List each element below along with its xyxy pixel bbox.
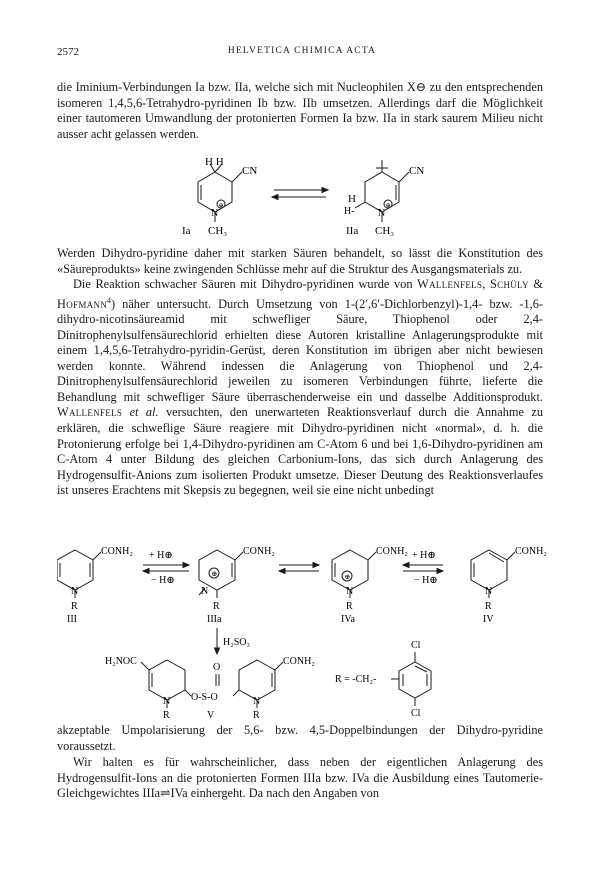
label-iv: IV [483,614,494,625]
ia-plus-label: ⊕ [218,203,224,209]
et-al: et al. [129,405,159,420]
author-hofmann: Hofmann [57,296,108,311]
v-o-top: O [213,662,221,673]
author-wallenfels-2: Wallenfels [57,405,123,420]
iia-label: IIa [346,225,359,237]
page-header [57,46,547,62]
arrow-4-minus-h: − H⊕ [414,575,438,586]
p3-text-2: , [482,277,491,291]
v-n-left: N [163,696,171,707]
cl-top: Cl [411,640,421,651]
iii-r: R [71,601,78,612]
p3-text-3: & [528,277,544,291]
iiia-plus: ⊕ [211,570,218,578]
cl-bottom: Cl [411,708,421,719]
label-iiia: IIIa [207,614,222,625]
iiia-r: R [213,601,220,612]
scheme-sulfite-addition [57,540,547,720]
paragraph-2-text: Werden Dihydro-pyridine daher mit starken Säuren behandelt, so lässt die Konstitution des «Säureprodukts» keine zwingenden Schlüsse mehr auf die Struktur des Ausgangsmaterials zu. [57,246,543,276]
iva-r: R [346,601,353,612]
equilibrium-arrows-1 [272,188,328,200]
paragraph-1 [57,80,543,142]
iii-conh2: CONH₂ [101,546,133,557]
v-n-right: N [253,696,261,707]
scheme-tautomer-ia-iia [170,150,440,242]
ia-n-label: N [211,208,219,219]
paragraph-4-text: akzeptable Umpolarisierung der 5,6- bzw. 4,5-Doppelbindungen der Dihydro-pyridine voraussetzt. [57,723,543,753]
equilibrium-arrows-3 [279,563,319,574]
iva-plus: ⊕ [344,573,351,581]
arrow-4-plus-h: + H⊕ [412,550,436,561]
v-r-right: R [253,710,260,720]
iia-h-minus-label: H- [344,206,355,217]
iva-conh2: CONH₂ [376,546,408,557]
equilibrium-arrows-4 [403,563,443,574]
iia-n-label: N [378,208,386,219]
structure-ia [198,164,242,222]
structure-iv [471,550,515,598]
iia-h-label: H [348,193,356,205]
journal-title: HELVETICA CHIMICA ACTA [227,46,377,56]
reagent-h2so3: H₂SO₃ [223,637,250,648]
iiia-conh2: CONH₂ [243,546,275,557]
iv-conh2: CONH₂ [515,546,547,557]
ia-label: Ia [182,225,191,237]
arrow-1-minus-h: − H⊕ [151,575,175,586]
iva-n: N [346,586,354,597]
reference-4: 4 [107,295,112,305]
paragraph-3 [57,277,543,499]
paragraph-5 [57,755,543,802]
iii-n: N [71,586,79,597]
v-conh2: CONH₂ [283,656,315,667]
iia-plus-label: ⊕ [385,203,391,209]
ia-ch3-label: CH₃ [208,225,228,237]
ia-cn-label: CN [242,165,258,177]
v-o-s-o: O-S-O [191,692,218,703]
iiia-n: N [201,586,209,597]
paragraph-2 [57,246,543,277]
equilibrium-arrows-2 [143,563,189,574]
p3-text-4: ) näher untersucht. Durch Umsetzung von 1-(2′,6′-Dichlorbenzyl)-1,4- bzw. -1,6-dihydro-nicotinsäureamid mit schwefliger Säure, Thiophenol oder 2,4-Dinitrophenylsulfensäurechlorid erhielten diese Autoren kristalline Anlagerungsprodukte mit einem 1,4,5,6-Tetrahydro-pyridin-Gerüst, deren Konstitution im übrigen aber nicht bewiesen werden konnte. Während indessen die Anlagerung von Thiophenol und 2,4-Dinitrophenylsulfensäurechlorid jeweilen zu isomeren Verbindungen führte, lieferte die Behandlung mit schwefliger Säure überraschenderweise ein und dasselbe Additionsprodukt. [57,296,543,404]
structure-iva [332,550,376,598]
author-wallenfels: Wallenfels [417,277,483,291]
p3-text-5: versuchten, den unerwarteten Reaktionsverlauf durch die Annahme zu erklären, die schweflige Säure reagiere mit Dihydro-pyridinen nicht «normal», d. h. die Protonierung erfolge bei 1,4-Dihydro-pyridinen am C-Atom 6 und bei 1,6-Dihydro-pyridinen am C-Atom 4 unter Bildung des gleichen Carbonium-Ions, das sich durch Anlagerung des Hydrogensulfit-Anions zum isolierten Produkt umsetze. Dieser Deutung des Reaktionsverlaufes ist unseres Erachtens mit Skepsis zu begegnen, weil sie eine nicht unbedingt [57,405,544,498]
v-r-left: R [163,710,170,720]
iv-r: R [485,601,492,612]
page-number: 2572 [57,46,79,58]
paragraph-5-text: Wir halten es für wahrscheinlicher, dass neben der eigentlichen Anlagerung des Hydrogensulfit-Ions an die protonierten Formen IIIa bzw. IVa die Ausbildung eines Tautomerie-Gleichgewichtes IIIa⇌IVa einhergeht. Da nach den Angaben von [57,755,543,801]
label-iva: IVa [341,614,355,625]
author-schuely: Schüly [490,277,529,291]
paragraph-1-text: die Iminium-Verbindungen Ia bzw. IIa, welche sich mit Nucleophilen X⊖ zu den entsprechenden isomeren 1,4,5,6-Tetrahydro-pyridinen Ib bzw. IIb umsetzen. Allerdings darf die Möglichkeit einer tautomeren Umwandlung der protonierten Formen Ia bzw. IIa in stark saurem Milieu nicht ausser acht gelassen werden. [57,80,543,141]
label-iii: III [67,614,77,625]
paragraph-4 [57,723,543,754]
iv-n: N [485,586,493,597]
arrow-1-plus-h: + H⊕ [149,550,173,561]
iia-ch3-label: CH₃ [375,225,395,237]
p3-text-1: Die Reaktion schwacher Säuren mit Dihydro-pyridinen wurde von [73,277,418,291]
ia-hh-label: H H [205,156,224,168]
dichlorobenzyl-ring [391,652,431,706]
v-h2noc: H₂NOC [105,656,137,667]
reaction-arrow-down [215,628,220,654]
iia-cn-label: CN [409,165,425,177]
structure-iii [57,550,101,598]
label-v: V [207,710,215,720]
r-definition: R = -CH₂- [335,674,377,685]
